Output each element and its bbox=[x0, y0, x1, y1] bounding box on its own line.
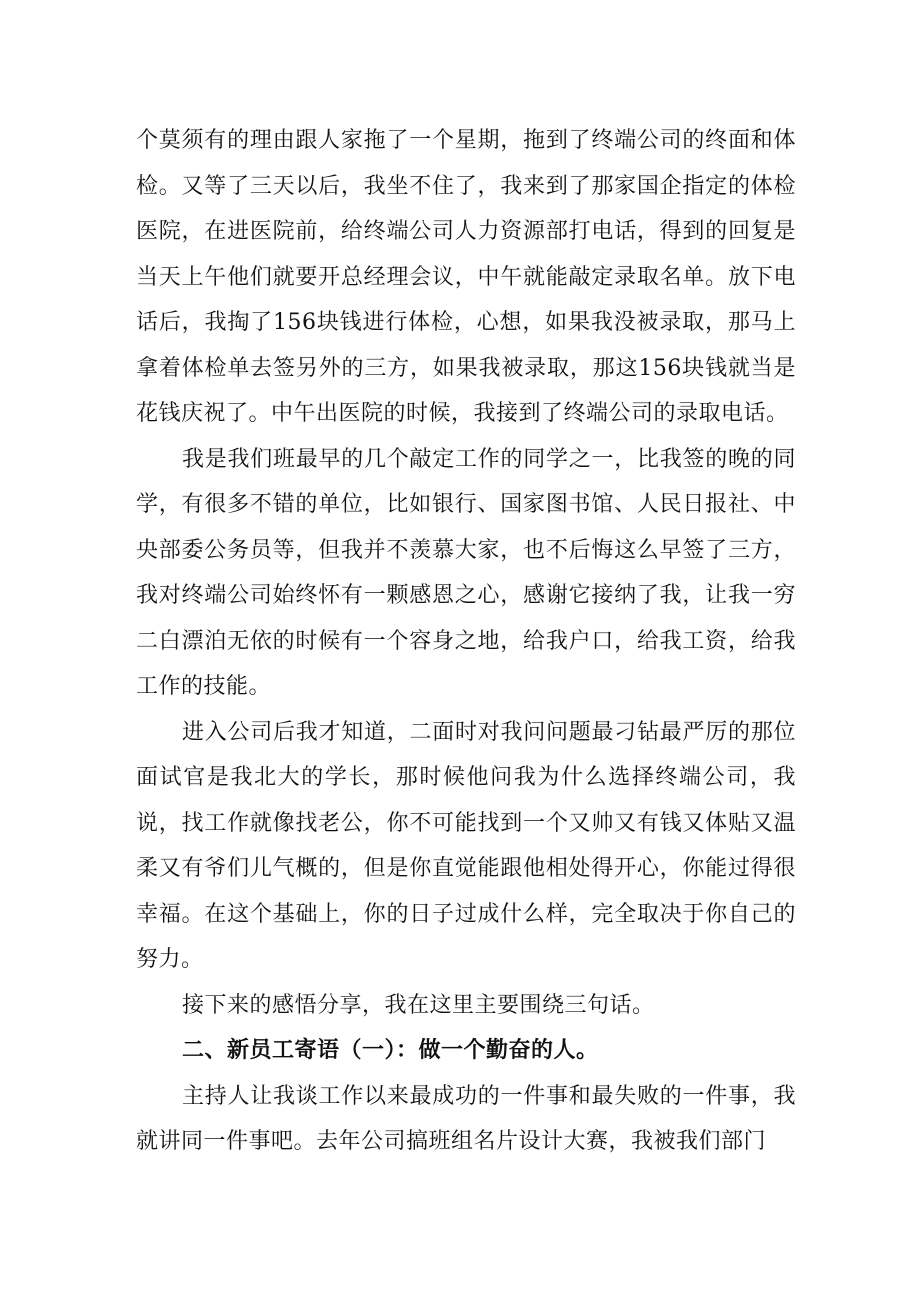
paragraph-1: 个莫须有的理由跟人家拖了一个星期，拖到了终端公司的终面和体检。又等了三天以后，我坐不住了，我来到了那家国企指定的体检医院，在进医院前，给终端公司人力资源部打电话，得到的回复是当天上午他们就要开总经理会议，中午就能敲定录取名单。放下电话后，我掏了156块钱进行体检，心想，如果我没被录取，那马上拿着体检单去签另外的三方，如果我被录取，那这156块钱就当是花钱庆祝了。中午出医院的时候，我接到了终端公司的录取电话。 bbox=[136, 128, 796, 426]
paragraph-2: 我是我们班最早的几个敲定工作的同学之一，比我签的晚的同学，有很多不错的单位，比如银行、国家图书馆、人民日报社、中央部委公务员等，但我并不羡慕大家，也不后悔这么早签了三方，我对终端公司始终怀有一颗感恩之心，感谢它接纳了我，让我一穷二白漂泊无依的时候有一个容身之地，给我户口，给我工资，给我工作的技能。 bbox=[136, 446, 796, 699]
paragraph-3: 进入公司后我才知道，二面时对我问问题最刁钻最严厉的那位面试官是我北大的学长，那时候他问我为什么选择终端公司，我说，找工作就像找老公，你不可能找到一个又帅又有钱又体贴又温柔又有爷们儿气概的，但是你直觉能跟他相处得开心，你能过得很幸福。在这个基础上，你的日子过成什么样，完全取决于你自己的努力。 bbox=[136, 719, 796, 972]
document-body bbox=[136, 118, 796, 1165]
paragraph-4: 接下来的感悟分享，我在这里主要围绕三句话。 bbox=[182, 992, 655, 1018]
section-heading: 二、新员工寄语（一）：做一个勤奋的人。 bbox=[182, 1038, 599, 1063]
paragraph-5: 主持人让我谈工作以来最成功的一件事和最失败的一件事，我就讲同一件事吧。去年公司搞班组名片设计大赛，我被我们部门 bbox=[136, 1083, 796, 1154]
